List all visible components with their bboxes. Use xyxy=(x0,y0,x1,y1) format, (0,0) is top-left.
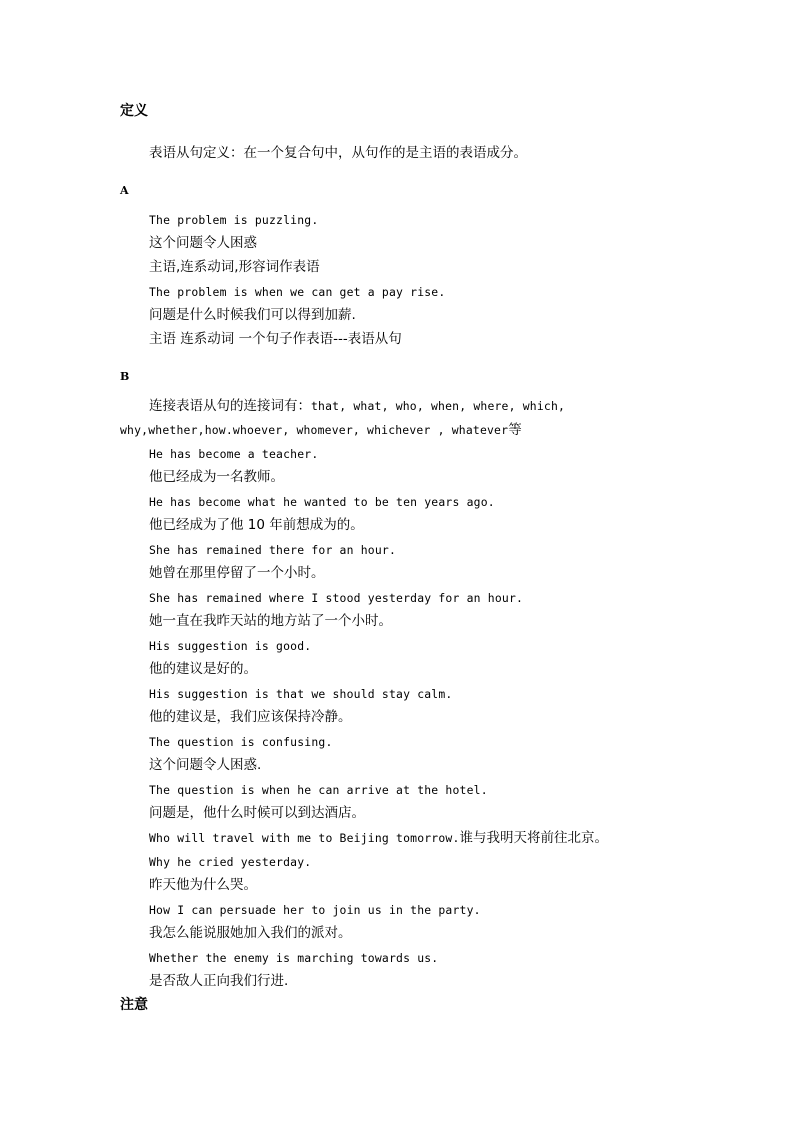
connector-list-words: why,whether,how.whoever, whomever, whichever , whatever xyxy=(120,423,509,437)
example-sentence: The question is when he can arrive at the hotel. xyxy=(149,783,488,797)
example-translation: 我怎么能说服她加入我们的派对。 xyxy=(149,925,352,941)
example-sentence: The problem is when we can get a pay rise. xyxy=(149,285,446,299)
definition-heading: 定义 xyxy=(120,103,148,119)
example-sentence: The question is confusing. xyxy=(149,735,333,749)
example-sentence: Why he cried yesterday. xyxy=(149,855,312,869)
example-translation: 是否敌人正向我们行进. xyxy=(149,973,289,989)
example-translation: 他已经成为了他 10 年前想成为的。 xyxy=(149,517,364,533)
definition-text: 表语从句定义：在一个复合句中，从句作的是主语的表语成分。 xyxy=(149,145,527,161)
connector-list-intro: 连接表语从句的连接词有： xyxy=(149,398,311,414)
example-sentence: How I can persuade her to join us in the party. xyxy=(149,903,481,917)
connector-list-words: that, what, who, when, where, which, xyxy=(311,399,566,413)
example-translation: 问题是，他什么时候可以到达酒店。 xyxy=(149,805,365,821)
example-translation: 昨天他为什么哭。 xyxy=(149,877,257,893)
note-heading: 注意 xyxy=(120,997,148,1013)
example-translation: 她一直在我昨天站的地方站了一个小时。 xyxy=(149,613,392,629)
example-translation: 这个问题令人困惑 xyxy=(149,235,257,251)
connector-list-line-1 xyxy=(149,397,565,416)
example-translation: 这个问题令人困惑. xyxy=(149,757,262,773)
example-translation: 谁与我明天将前往北京。 xyxy=(459,830,609,846)
example-sentence: The problem is puzzling. xyxy=(149,213,319,227)
example-translation: 他的建议是好的。 xyxy=(149,661,257,677)
section-b-heading: B xyxy=(120,370,130,383)
example-sentence: He has become a teacher. xyxy=(149,447,319,461)
example-sentence: She has remained there for an hour. xyxy=(149,543,397,557)
example-sentence: He has become what he wanted to be ten years ago. xyxy=(149,495,495,509)
connector-list-line-2 xyxy=(120,421,522,440)
example-translation: 她曾在那里停留了一个小时。 xyxy=(149,565,325,581)
grammar-note: 主语,连系动词,形容词作表语 xyxy=(149,259,320,275)
example-translation: 他已经成为一名教师。 xyxy=(149,469,284,485)
example-sentence: His suggestion is that we should stay calm. xyxy=(149,687,453,701)
example-translation: 问题是什么时候我们可以得到加薪. xyxy=(149,307,356,323)
example-sentence: His suggestion is good. xyxy=(149,639,312,653)
example-with-translation xyxy=(149,829,608,848)
example-sentence: She has remained where I stood yesterday for an hour. xyxy=(149,591,524,605)
grammar-note: 主语 连系动词 一个句子作表语---表语从句 xyxy=(149,331,402,347)
connector-list-end: 等 xyxy=(508,422,522,438)
example-sentence: Who will travel with me to Beijing tomorrow. xyxy=(149,831,460,845)
example-sentence: Whether the enemy is marching towards us. xyxy=(149,951,439,965)
example-translation: 他的建议是，我们应该保持冷静。 xyxy=(149,709,352,725)
section-a-heading: A xyxy=(120,184,129,197)
